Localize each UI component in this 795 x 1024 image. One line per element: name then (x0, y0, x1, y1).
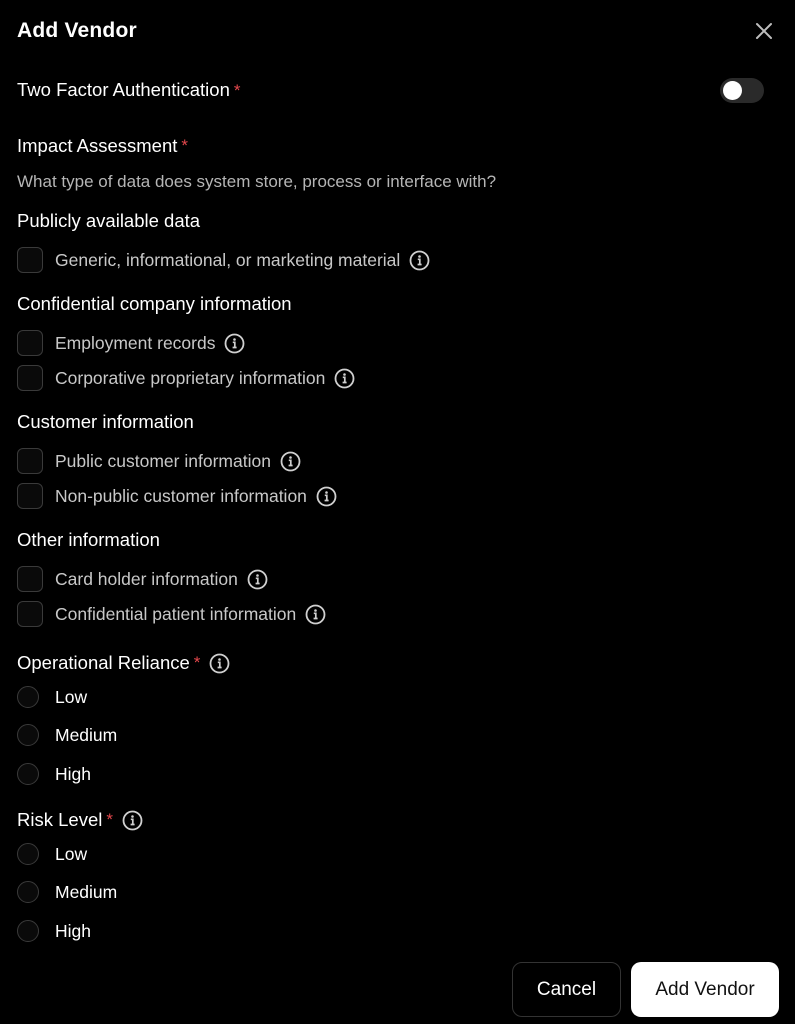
checkbox-label: Confidential patient information (55, 603, 297, 624)
risk-level-label-text: Risk Level (17, 809, 103, 830)
radio-risk-low[interactable] (17, 843, 39, 865)
checkbox-row-nonpublic-customer (17, 483, 337, 509)
checkbox-label: Non-public customer information (55, 485, 307, 506)
close-icon (755, 22, 773, 40)
checkbox-row-public-customer (17, 448, 301, 474)
checkbox-label: Public customer information (55, 450, 271, 471)
info-icon[interactable] (247, 569, 268, 590)
radio-row-reliance-medium (17, 723, 117, 747)
dialog-body[interactable] (0, 60, 795, 942)
radio-label: Low (55, 686, 88, 707)
toggle-knob (723, 81, 742, 100)
checkbox-nonpublic-customer[interactable] (17, 483, 43, 509)
required-mark: * (233, 81, 241, 100)
impact-question: What type of data does system store, process or interface with? (17, 172, 497, 191)
two-factor-toggle[interactable] (720, 78, 764, 103)
checkbox-row-employment (17, 330, 245, 356)
radio-row-reliance-low (17, 685, 87, 709)
two-factor-label (17, 79, 241, 101)
checkbox-generic[interactable] (17, 247, 43, 273)
checkbox-row-patient (17, 601, 326, 627)
radio-row-reliance-high (17, 762, 91, 786)
required-mark: * (106, 810, 113, 829)
radio-risk-high[interactable] (17, 920, 39, 942)
required-mark: * (181, 136, 189, 155)
radio-row-risk-medium (17, 880, 117, 904)
group-title-other: Other information (17, 529, 160, 550)
checkbox-employment[interactable] (17, 330, 43, 356)
radio-reliance-high[interactable] (17, 763, 39, 785)
two-factor-label-text: Two Factor Authentication (17, 79, 230, 100)
info-icon[interactable] (305, 604, 326, 625)
info-icon[interactable] (334, 368, 355, 389)
cancel-button[interactable]: Cancel (512, 962, 621, 1017)
radio-row-risk-high (17, 919, 91, 942)
checkbox-label: Card holder information (55, 568, 238, 589)
checkbox-label: Corporative proprietary information (55, 367, 326, 388)
impact-assessment-label (17, 135, 188, 157)
radio-row-risk-low (17, 842, 87, 866)
checkbox-card-holder[interactable] (17, 566, 43, 592)
info-icon[interactable] (209, 653, 230, 674)
radio-label: Medium (55, 881, 118, 902)
radio-label: High (55, 763, 91, 784)
dialog-title: Add Vendor (17, 19, 137, 42)
checkbox-label: Employment records (55, 332, 216, 353)
required-mark: * (193, 653, 201, 672)
radio-label: Low (55, 843, 88, 864)
group-title-confidential-company: Confidential company information (17, 293, 292, 314)
operational-reliance-label (17, 652, 230, 674)
radio-reliance-medium[interactable] (17, 724, 39, 746)
risk-level-label (17, 809, 143, 831)
checkbox-label: Generic, informational, or marketing material (55, 249, 401, 270)
checkbox-row-card-holder (17, 566, 268, 592)
close-button[interactable] (752, 19, 776, 43)
checkbox-row-generic (17, 247, 430, 273)
checkbox-row-proprietary (17, 365, 355, 391)
two-factor-row (17, 78, 764, 102)
info-icon[interactable] (224, 333, 245, 354)
operational-reliance-label-text: Operational Reliance (17, 652, 190, 673)
dialog-header (17, 17, 778, 45)
radio-reliance-low[interactable] (17, 686, 39, 708)
checkbox-proprietary[interactable] (17, 365, 43, 391)
radio-risk-medium[interactable] (17, 881, 39, 903)
radio-label: High (55, 920, 91, 941)
info-icon[interactable] (122, 810, 143, 831)
dialog-footer (0, 942, 795, 1024)
info-icon[interactable] (409, 250, 430, 271)
impact-assessment-label-text: Impact Assessment (17, 135, 178, 156)
group-title-customer: Customer information (17, 411, 194, 432)
info-icon[interactable] (316, 486, 337, 507)
group-title-public: Publicly available data (17, 210, 201, 231)
checkbox-public-customer[interactable] (17, 448, 43, 474)
info-icon[interactable] (280, 451, 301, 472)
add-vendor-button[interactable]: Add Vendor (631, 962, 779, 1017)
checkbox-patient[interactable] (17, 601, 43, 627)
radio-label: Medium (55, 724, 118, 745)
